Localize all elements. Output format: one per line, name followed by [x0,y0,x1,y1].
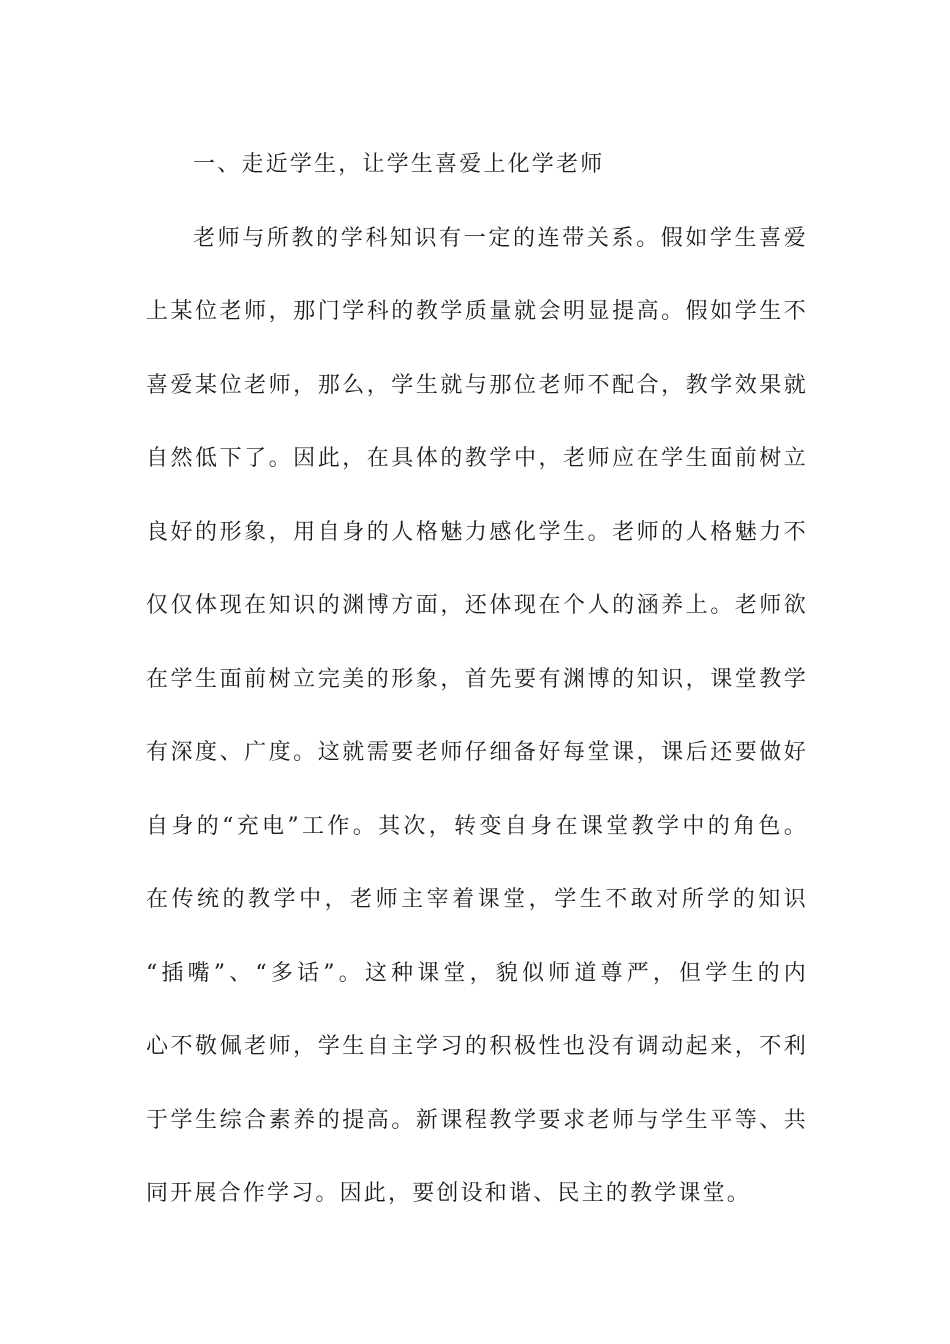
paragraph-line: 良好的形象，用自身的人格魅力感化学生。老师的人格魅力不 [146,519,808,545]
paragraph-line: 于学生综合素养的提高。新课程教学要求老师与学生平等、共 [146,1107,808,1133]
paragraph-line: 心不敬佩老师，学生自主学习的积极性也没有调动起来，不利 [146,1034,808,1059]
paragraph-line: 同开展合作学习。因此，要创设和谐、民主的教学课堂。 [146,1181,752,1206]
paragraph-line: “插嘴”、“多话”。这种课堂，貌似师道尊严，但学生的内 [146,960,808,986]
paragraph-line: 喜爱某位老师，那么，学生就与那位老师不配合，教学效果就 [146,372,808,398]
paragraph-line: 仅仅体现在知识的渊博方面，还体现在个人的涵养上。老师欲 [146,593,808,618]
paragraph-line: 在学生面前树立完美的形象，首先要有渊博的知识，课堂教学 [146,666,808,692]
paragraph-line: 老师与所教的学科知识有一定的连带关系。假如学生喜爱 [193,225,808,251]
paragraph-line: 上某位老师，那门学科的教学质量就会明显提高。假如学生不 [146,299,808,324]
section-heading: 一、走近学生，让学生喜爱上化学老师 [193,152,605,177]
paragraph-line: 自然低下了。因此，在具体的教学中，老师应在学生面前树立 [146,446,808,471]
paragraph-line: 自身的“充电”工作。其次，转变自身在课堂教学中的角色。 [146,813,808,839]
paragraph-line: 在传统的教学中，老师主宰着课堂，学生不敢对所学的知识 [146,887,808,912]
document-body [146,128,808,1231]
paragraph-line: 有深度、广度。这就需要老师仔细备好每堂课，课后还要做好 [146,740,808,765]
